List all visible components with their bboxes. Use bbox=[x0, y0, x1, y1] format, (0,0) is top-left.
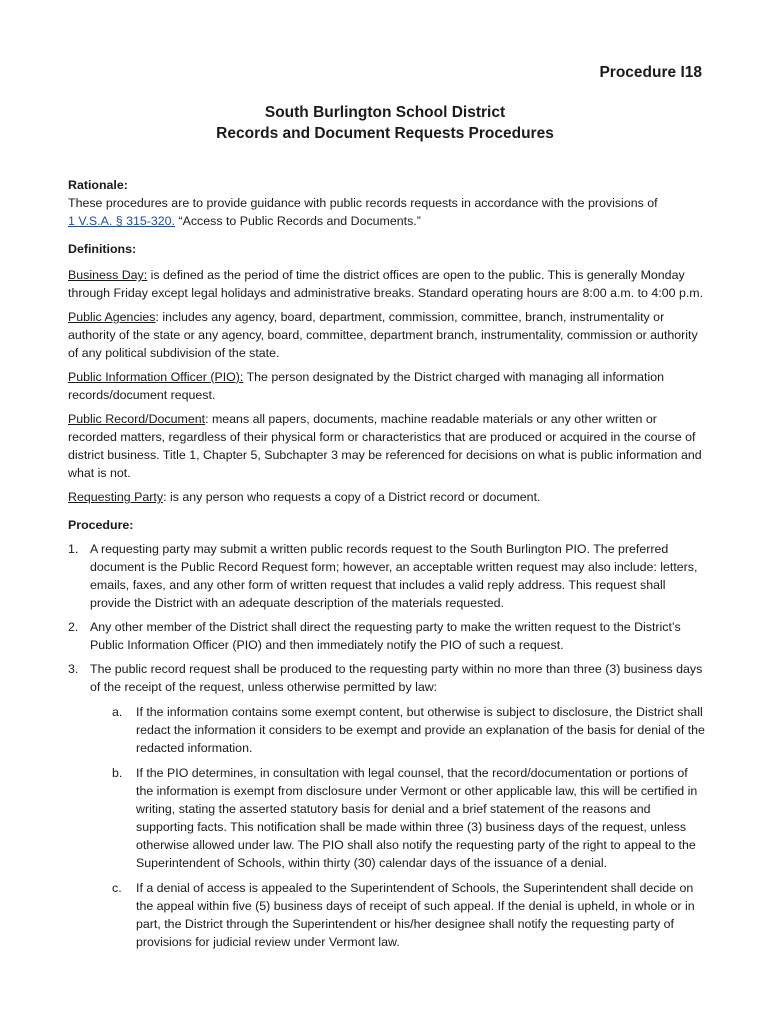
step-number: 2. bbox=[68, 620, 79, 634]
rationale-heading: Rationale: bbox=[68, 178, 128, 192]
definition-text: The person designated by the District charged with managing all information records/document request. bbox=[68, 370, 664, 402]
procedure-step-3 bbox=[68, 660, 708, 696]
definition-text: is defined as the period of time the district offices are open to the public. This is generally Monday through Friday except legal holidays and administrative breaks. Standard operating hours are 8:00 a.m. to 4:00 p.m. bbox=[68, 268, 704, 300]
procedure-number: Procedure I18 bbox=[599, 64, 702, 81]
definition-text: : means all papers, documents, machine readable materials or any other written or recorded matters, regardless of their physical form or characteristics that are produced or acquired in the course of district business. Title 1, Chapter 5, Subchapter 3 may be referenced for decisions on what is public information and what is not. bbox=[68, 412, 702, 480]
document-body bbox=[68, 176, 708, 951]
definition-public-agencies bbox=[68, 308, 708, 362]
sub-item-c bbox=[112, 879, 708, 951]
procedure-sub-list bbox=[112, 703, 708, 951]
document-title: Records and Document Requests Procedures bbox=[216, 125, 554, 142]
procedure-step-2 bbox=[68, 618, 708, 654]
definition-pio bbox=[68, 368, 708, 404]
definition-requesting-party bbox=[68, 488, 708, 506]
procedure-step-1 bbox=[68, 540, 708, 612]
rationale-text: These procedures are to provide guidance with public records requests in accordance with the provisions of bbox=[68, 196, 658, 210]
sub-item-letter: c. bbox=[112, 881, 122, 895]
step-text: The public record request shall be produced to the requesting party within no more than three (3) business days of the receipt of the request, unless otherwise permitted by law: bbox=[90, 662, 703, 694]
sub-item-letter: a. bbox=[112, 705, 123, 719]
sub-item-text: If the PIO determines, in consultation with legal counsel, that the record/documentation or portions of the information is exempt from disclosure under Vermont or other applicable law, this will be certified in writing, stating the asserted statutory basis for denial and a brief statement of the reasons and supporting facts. This notification shall be made within three (3) business days of the request, unless otherwise allowed under law. The PIO shall also notify the requesting party of the right to appeal to the Superintendent of Schools, within thirty (30) calendar days of the issuance of a denial. bbox=[136, 766, 698, 870]
step-number: 3. bbox=[68, 662, 79, 676]
definition-term: Public Information Officer (PIO): bbox=[68, 370, 244, 384]
sub-item-a bbox=[112, 703, 708, 757]
rationale-paragraph bbox=[68, 194, 708, 230]
step-number: 1. bbox=[68, 542, 79, 556]
statute-link[interactable]: 1 V.S.A. § 315-320. bbox=[68, 214, 176, 228]
definition-term: Business Day: bbox=[68, 268, 148, 282]
sub-item-text: If a denial of access is appealed to the Superintendent of Schools, the Superintendent shall decide on the appeal within five (5) business days of receipt of such appeal. If the denial is upheld, in whole or in part, the District through the Superintendent or his/her designee shall notify the requesting party of provisions for judicial review under Vermont law. bbox=[136, 881, 695, 949]
definition-public-record bbox=[68, 410, 708, 482]
definition-business-day bbox=[68, 266, 708, 302]
definition-term: Public Agencies bbox=[68, 310, 156, 324]
definition-text: : includes any agency, board, department, commission, committee, branch, instrumentality or authority of the state or any agency, board, committee, department branch, instrumentality, commission or authority of any political subdivision of the state. bbox=[68, 310, 698, 360]
definition-text: : is any person who requests a copy of a District record or document. bbox=[163, 490, 541, 504]
sub-item-b bbox=[112, 764, 708, 872]
district-name: South Burlington School District bbox=[264, 104, 506, 121]
procedure-heading: Procedure: bbox=[68, 518, 134, 532]
definitions-heading: Definitions: bbox=[68, 242, 137, 256]
sub-item-letter: b. bbox=[112, 766, 123, 780]
definition-term: Requesting Party bbox=[68, 490, 164, 504]
sub-item-text: If the information contains some exempt content, but otherwise is subject to disclosure, the District shall redact the information it considers to be exempt and provide an explanation of the basis for denial of the redacted information. bbox=[136, 705, 705, 755]
rationale-text-end: “Access to Public Records and Documents.” bbox=[175, 214, 421, 228]
definition-term: Public Record/Document bbox=[68, 412, 206, 426]
step-text: Any other member of the District shall direct the requesting party to make the written request to the District’s Public Information Officer (PIO) and then immediately notify the PIO of such a request. bbox=[90, 620, 681, 652]
step-text: A requesting party may submit a written public records request to the South Burlington PIO. The preferred document is the Public Record Request form; however, an acceptable written request may also include: letters, emails, faxes, and any other form of written request that includes a valid reply address. This request shall provide the District with an adequate description of the materials requested. bbox=[90, 542, 698, 610]
